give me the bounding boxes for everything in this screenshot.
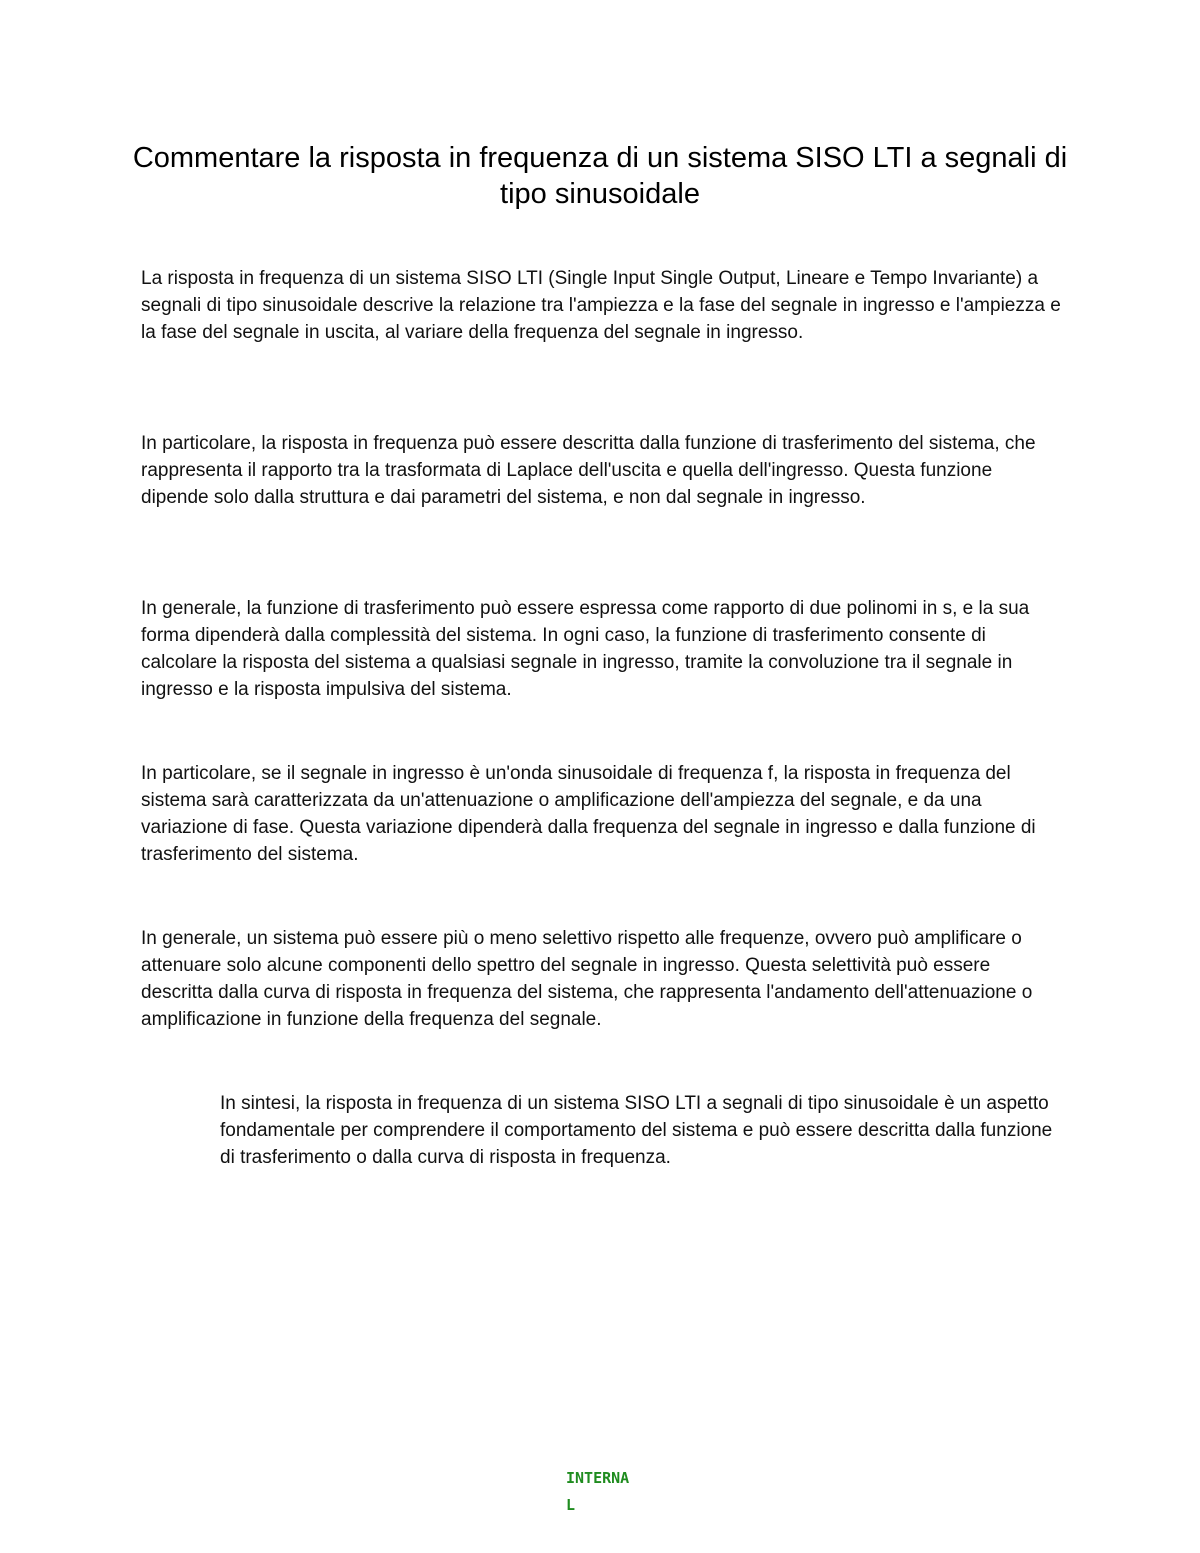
paragraph-selectivity: In generale, un sistema può essere più o meno selettivo rispetto alle frequenze, ovvero può amplificare o attenuare solo alcune componenti dello spettro del segnale in ingresso. Questa selettività può essere descritta dalla curva di risposta in frequenza del sistema, che rappresenta l'andamento dell'attenuazione o amplificazione in funzione della frequenza del segnale. xyxy=(141,928,1033,1030)
paragraph-sinusoidal-input: In particolare, se il segnale in ingresso è un'onda sinusoidale di frequenza f, la risposta in frequenza del sistema sarà caratterizzata da un'attenuazione o amplificazione dell'ampiezza del segnale, e da una variazione di fase. Questa variazione dipenderà dalla frequenza del segnale in ingresso e dalla funzione di trasferimento del sistema. xyxy=(141,763,1036,865)
classification-label: INTERNAL xyxy=(566,1469,630,1514)
paragraph-summary: In sintesi, la risposta in frequenza di un sistema SISO LTI a segnali di tipo sinusoidale è un aspetto fondamentale per comprendere il comportamento del sistema e può essere descritta dalla funzione di trasferimento o dalla curva di risposta in frequenza. xyxy=(220,1093,1053,1168)
paragraph-polynomial-form: In generale, la funzione di trasferimento può essere espressa come rapporto di due polinomi in s, e la sua forma dipenderà dalla complessità del sistema. In ogni caso, la funzione di trasferimento consente di calcolare la risposta del sistema a qualsiasi segnale in ingresso, tramite la convoluzione tra il segnale in ingresso e la risposta impulsiva del sistema. xyxy=(141,598,1030,700)
page-title: Commentare la risposta in frequenza di un sistema SISO LTI a segnali di tipo sinusoidale xyxy=(132,142,1068,210)
paragraph-transfer-function: In particolare, la risposta in frequenza può essere descritta dalla funzione di trasferimento del sistema, che rappresenta il rapporto tra la trasformata di Laplace dell'uscita e quella dell'ingresso. Questa funzione dipende solo dalla struttura e dai parametri del sistema, e non dal segnale in ingresso. xyxy=(141,433,1036,508)
paragraph-intro: La risposta in frequenza di un sistema SISO LTI (Single Input Single Output, Lineare e Tempo Invariante) a segnali di tipo sinusoidale descrive la relazione tra l'ampiezza e la fase del segnale in ingresso e l'ampiezza e la fase del segnale in uscita, al variare della frequenza del segnale in ingresso. xyxy=(141,268,1061,343)
